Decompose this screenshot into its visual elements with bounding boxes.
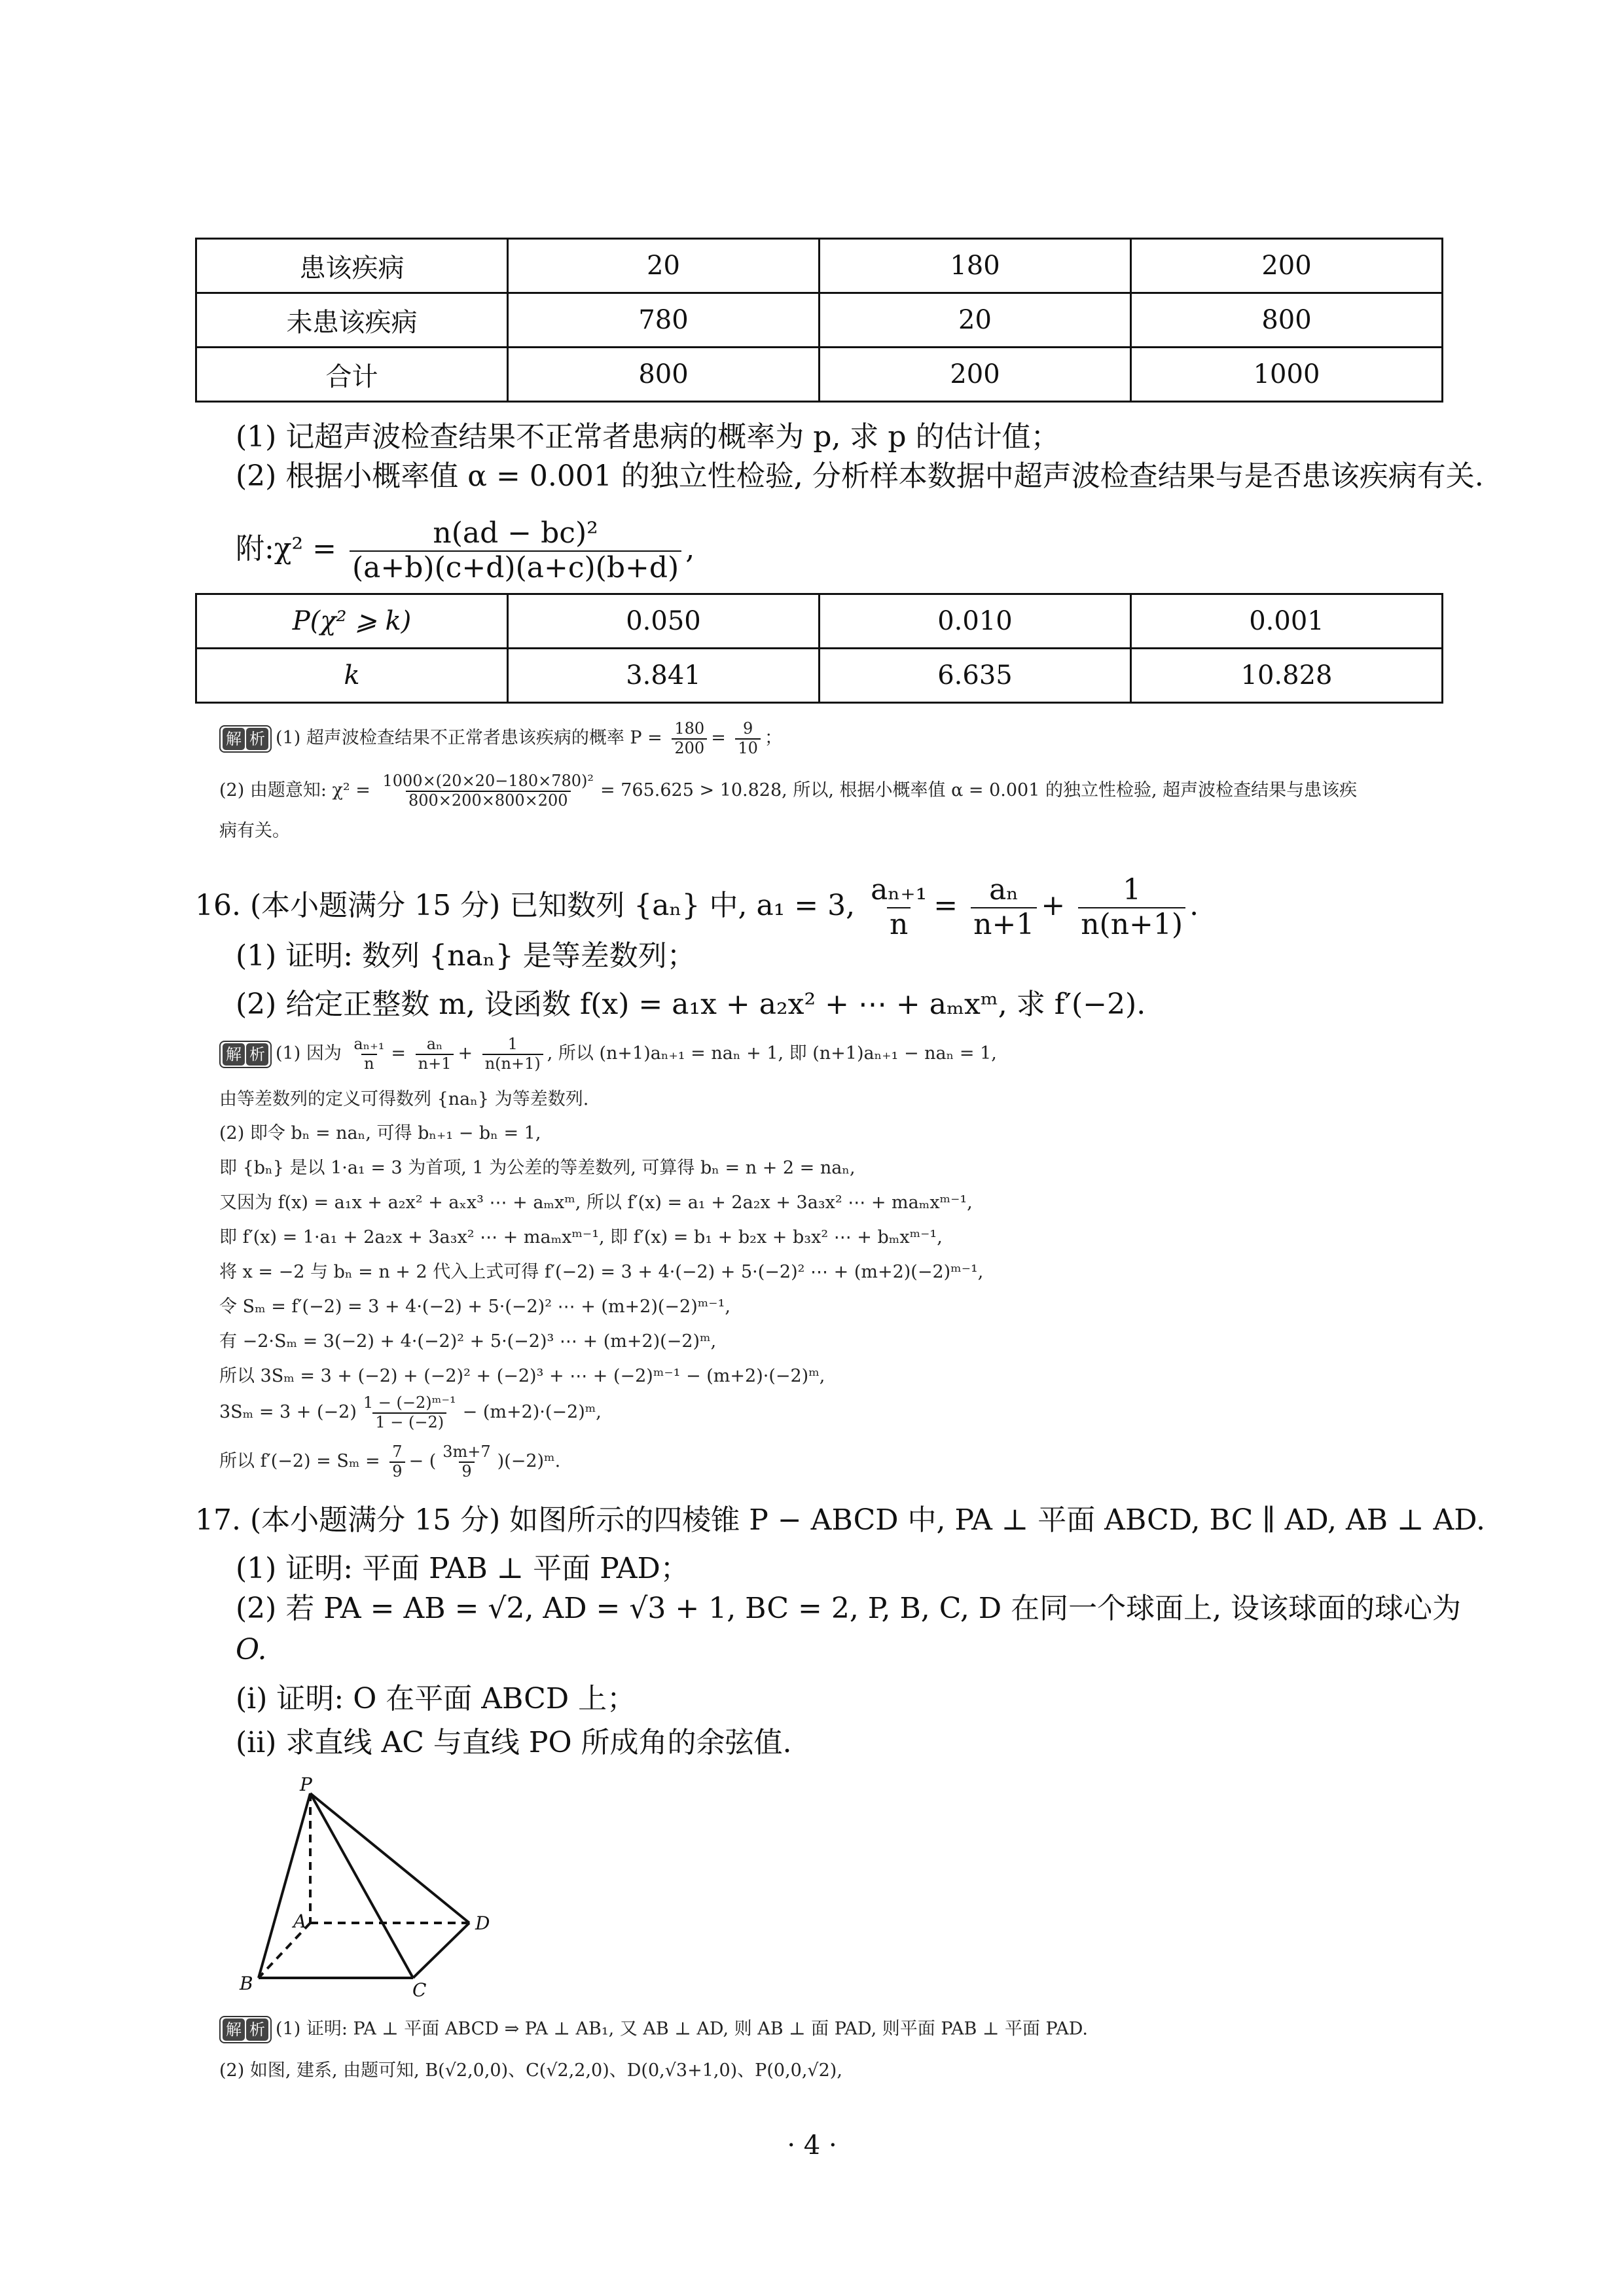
- denominator: n(n+1): [1078, 907, 1185, 942]
- text-segment: 所以 3Sₘ = 3 + (−2) + (−2)² + (−2)³ + ⋯ + (−2)ᵐ⁻¹ − (m+2)·(−2)ᵐ,: [219, 1366, 825, 1386]
- q17-part2: (2) 若 PA = AB = √2, AD = √3 + 1, BC = 2, P, B, C, D 在同一个球面上, 设该球面的球心为: [236, 1592, 1462, 1625]
- denominator: 200: [672, 738, 707, 758]
- text-segment: , 所以 (n+1)aₙ₊₁ = naₙ + 1, 即 (n+1)aₙ₊₁ − naₙ = 1,: [547, 1043, 997, 1064]
- table-cell: 800: [508, 348, 820, 402]
- denominator: n+1: [971, 907, 1037, 942]
- table-cell: 20: [508, 239, 820, 293]
- numerator: 7: [392, 1443, 403, 1461]
- table-cell: 患该疾病: [196, 239, 508, 293]
- text-segment: 将 x = −2 与 bₙ = n + 2 代入上式可得 f′(−2) = 3 + 4·(−2) + 5·(−2)² ⋯ + (m+2)(−2)ᵐ⁻¹,: [219, 1262, 984, 1282]
- table-cell: 780: [508, 293, 820, 348]
- label-D: D: [475, 1912, 490, 1934]
- text-segment: (1) 证明: PA ⊥ 平面 ABCD ⇒ PA ⊥ AB₁, 又 AB ⊥ AD, 则 AB ⊥ 面 PAD, 则平面 PAB ⊥ 平面 PAD.: [276, 2018, 1088, 2039]
- denominator: (a+b)(c+d)(a+c)(b+d): [350, 550, 681, 585]
- table-cell: 合计: [196, 348, 508, 402]
- text-segment: 令 Sₘ = f′(−2) = 3 + 4·(−2) + 5·(−2)² ⋯ + (m+2)(−2)ᵐ⁻¹,: [219, 1297, 731, 1317]
- text-segment: =: [711, 728, 732, 749]
- table-cell: 未患该疾病: [196, 293, 508, 348]
- text-segment: = 765.625 > 10.828, 所以, 根据小概率值 α = 0.001 的独立性检验, 超声波检查结果与患该疾: [600, 780, 1358, 801]
- label-A: A: [293, 1910, 307, 1932]
- text-segment: (1) 因为: [276, 1043, 348, 1064]
- table-cell: 20: [820, 293, 1131, 348]
- text-segment: .: [1189, 889, 1199, 923]
- table-cell: 0.010: [820, 594, 1131, 649]
- badge-char: 析: [246, 2018, 268, 2041]
- text-segment: 有 −2·Sₘ = 3(−2) + 4·(−2)² + 5·(−2)³ ⋯ + (m+2)(−2)ᵐ,: [219, 1331, 717, 1352]
- q16-part2: (2) 给定正整数 m, 设函数 f(x) = a₁x + a₂x² + ⋯ + aₘxᵐ, 求 f′(−2).: [236, 988, 1146, 1021]
- text-segment: ,: [685, 532, 695, 566]
- table-cell: 200: [1131, 239, 1443, 293]
- text-segment: − (m+2)·(−2)ᵐ,: [462, 1402, 602, 1423]
- text-segment: 由等差数列的定义可得数列 {naₙ} 为等差数列.: [219, 1089, 589, 1109]
- denominator: 9: [459, 1462, 474, 1481]
- numerator: aₙ₊₁: [353, 1035, 385, 1053]
- table-cell: 10.828: [1131, 649, 1443, 703]
- edge-PB: [259, 1793, 310, 1978]
- badge-char: 析: [246, 728, 268, 750]
- numerator: aₙ: [426, 1035, 443, 1053]
- solution-badge: [219, 2016, 272, 2043]
- table-cell: 1000: [1131, 348, 1443, 402]
- label-B: B: [240, 1973, 253, 1994]
- edge-PD: [310, 1793, 469, 1923]
- text-segment: (2) 如图, 建系, 由题可知, B(√2,0,0)、C(√2,2,0)、D(0,√3+1,0)、P(0,0,√2),: [219, 2060, 842, 2081]
- page-number: · 4 ·: [787, 2130, 837, 2161]
- numerator: 1: [1123, 873, 1142, 906]
- denominator: n: [361, 1054, 376, 1073]
- numerator: 9: [743, 719, 753, 738]
- text-segment: (1) 超声波检查结果不正常者患该疾病的概率 P =: [276, 728, 668, 749]
- table-cell: 3.841: [508, 649, 820, 703]
- denominator: n+1: [416, 1054, 454, 1073]
- denominator: 10: [735, 738, 761, 758]
- q17-part-ii: (ii) 求直线 AC 与直线 PO 所成角的余弦值.: [236, 1726, 792, 1759]
- text-segment: +: [458, 1043, 478, 1064]
- table-cell: 0.001: [1131, 594, 1443, 649]
- q15-part1: (1) 记超声波检查结果不正常者患病的概率为 p, 求 p 的估计值；: [236, 420, 1060, 454]
- numerator: 1000×(20×20−180×780)²: [382, 772, 594, 790]
- solution-17-line: [219, 2016, 1088, 2043]
- denominator: n(n+1): [482, 1054, 543, 1073]
- badge-char: 解: [223, 2018, 245, 2041]
- badge-char: 析: [246, 1043, 268, 1066]
- q17-part-i: (i) 证明: O 在平面 ABCD 上；: [236, 1682, 636, 1715]
- label-C: C: [412, 1979, 427, 2001]
- label-P: P: [300, 1774, 312, 1795]
- text-segment: 16. (本小题满分 15 分) 已知数列 {aₙ} 中, a₁ = 3,: [195, 889, 865, 923]
- numerator: n(ad − bc)²: [433, 516, 598, 550]
- text-segment: ；: [764, 728, 782, 749]
- numerator: 1: [507, 1035, 518, 1053]
- badge-char: 解: [223, 1043, 245, 1066]
- table-cell: P(χ² ⩾ k): [196, 594, 508, 649]
- text-segment: 所以 f′(−2) = Sₘ =: [219, 1451, 386, 1472]
- text-segment: +: [1041, 889, 1075, 923]
- text-segment: − (: [408, 1451, 437, 1472]
- edge-PC: [310, 1793, 413, 1978]
- text-segment: =: [391, 1043, 412, 1064]
- text-segment: 即 {bₙ} 是以 1·a₁ = 3 为首项, 1 为公差的等差数列, 可算得 bₙ = n + 2 = naₙ,: [219, 1158, 856, 1178]
- numerator: aₙ: [989, 873, 1019, 906]
- q16-part1: (1) 证明: 数列 {naₙ} 是等差数列；: [236, 939, 696, 973]
- text-segment: (2) 即令 bₙ = naₙ, 可得 bₙ₊₁ − bₙ = 1,: [219, 1123, 541, 1143]
- denominator: 1 − (−2): [372, 1412, 446, 1432]
- solution-17-line: [219, 2058, 842, 2084]
- text-segment: 即 f′(x) = 1·a₁ + 2a₂x + 3a₃x² ⋯ + maₘxᵐ⁻¹, 即 f′(x) = b₁ + b₂x + b₃x² ⋯ + bₘxᵐ⁻¹,: [219, 1227, 943, 1247]
- q17-stem: 17. (本小题满分 15 分) 如图所示的四棱锥 P − ABCD 中, PA ⊥ 平面 ABCD, BC ∥ AD, AB ⊥ AD.: [195, 1503, 1485, 1537]
- text-segment: 又因为 f(x) = a₁x + a₂x² + aₓx³ ⋯ + aₘxᵐ, 所以 f′(x) = a₁ + 2a₂x + 3a₃x² ⋯ + maₘxᵐ⁻¹,: [219, 1193, 973, 1213]
- q17-part1: (1) 证明: 平面 PAB ⊥ 平面 PAD；: [236, 1552, 689, 1585]
- edge-CD: [413, 1923, 469, 1978]
- text-segment: 3Sₘ = 3 + (−2): [219, 1402, 357, 1423]
- numerator: aₙ₊₁: [871, 873, 928, 906]
- numerator: 180: [674, 719, 705, 738]
- denominator: n: [887, 907, 911, 942]
- denominator: 800×200×800×200: [406, 791, 571, 810]
- table-cell: 800: [1131, 293, 1443, 348]
- text-segment: =: [933, 889, 967, 923]
- badge-char: 解: [223, 728, 245, 750]
- table-cell: 6.635: [820, 649, 1131, 703]
- table-cell: 180: [820, 239, 1131, 293]
- numerator: 1 − (−2)ᵐ⁻¹: [363, 1393, 456, 1412]
- q15-part2: (2) 根据小概率值 α = 0.001 的独立性检验, 分析样本数据中超声波检查结果与是否患该疾病有关.: [236, 459, 1484, 493]
- q17-part2-cont: O.: [236, 1633, 267, 1666]
- table-cell: 0.050: [508, 594, 820, 649]
- text-segment: 病有关。: [219, 821, 290, 841]
- text-segment: )(−2)ᵐ.: [497, 1451, 561, 1472]
- denominator: 9: [389, 1462, 405, 1481]
- text-segment: 附:χ² =: [236, 532, 346, 566]
- table-cell: k: [196, 649, 508, 703]
- text-segment: (2) 由题意知: χ² =: [219, 780, 376, 801]
- table-cell: 200: [820, 348, 1131, 402]
- numerator: 3m+7: [442, 1443, 491, 1461]
